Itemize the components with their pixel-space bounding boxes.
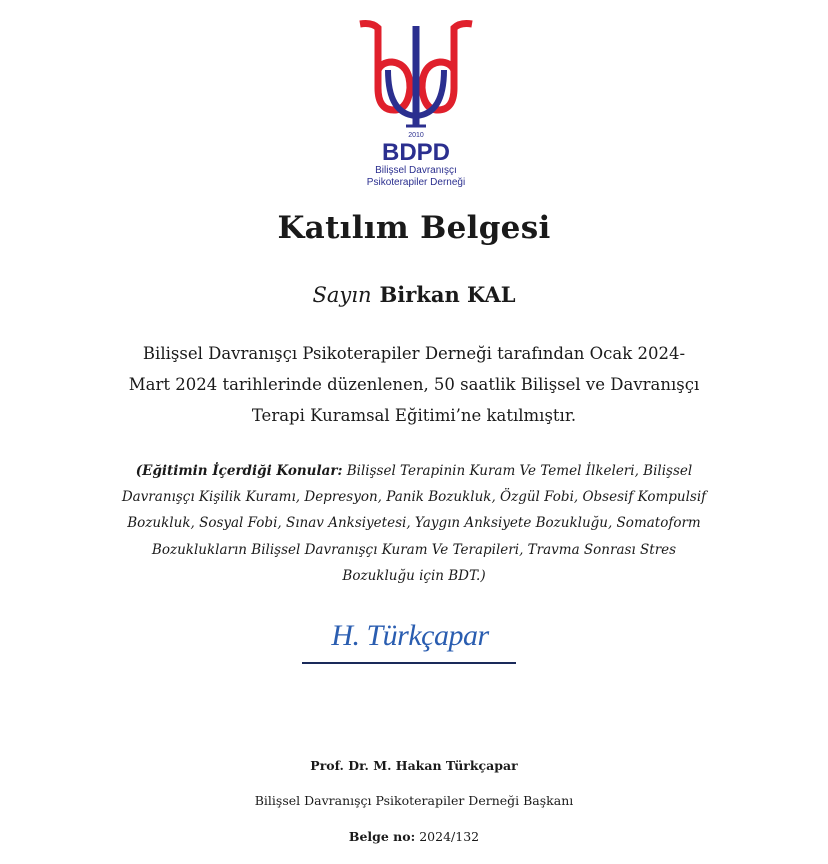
- topics-line: Davranışçı Kişilik Kuramı, Depresyon, Panik Bozukluk, Özgül Fobi, Obsesif Kompulsif: [121, 489, 707, 506]
- signature-text: H. Türkçapar: [331, 619, 489, 652]
- document-number-value: 2024/132: [419, 829, 480, 844]
- signer-name: Prof. Dr. M. Hakan Türkçapar: [310, 758, 518, 773]
- bdpd-logo: [352, 18, 480, 190]
- signature-line: [302, 662, 516, 664]
- topics-line: Bozukluk, Sosyal Fobi, Sınav Anksiyetesi, Yaygın Anksiyete Bozukluğu, Somatoform: [127, 515, 701, 532]
- logo-b-letter: [360, 24, 410, 111]
- recipient-name: Birkan KAL: [379, 282, 516, 307]
- topics-text: Bilişsel Terapinin Kuram Ve Temel İlkeleri, Bilişsel: [342, 463, 693, 479]
- signature: [290, 605, 530, 670]
- document-number-label: Belge no:: [348, 829, 416, 844]
- logo-line2: Psikoterapiler Derneği: [366, 177, 466, 188]
- topics-line: Bozukluğu için BDT.): [342, 567, 486, 584]
- logo-acronym: BDPD: [381, 139, 451, 166]
- topics-heading: (Eğitimin İçerdiği Konular:: [135, 463, 343, 479]
- certificate-title: Katılım Belgesi: [277, 210, 551, 246]
- signer-role: Bilişsel Davranışçı Psikoterapiler Derneği Başkanı: [254, 793, 574, 808]
- body-line: Bilişsel Davranışçı Psikoterapiler Derneği tarafından Ocak 2024-: [142, 344, 686, 363]
- logo-line1: Bilişsel Davranışçı: [375, 165, 457, 176]
- topics-line: Bozuklukların Bilişsel Davranışçı Kuram Ve Terapileri, Travma Sonrası Stres: [151, 541, 677, 558]
- logo-year: 2010: [408, 132, 424, 139]
- certificate-body: [0, 338, 828, 431]
- training-topics: [0, 458, 828, 589]
- logo-d-letter: [422, 24, 472, 111]
- body-line: Mart 2024 tarihlerinde düzenlenen, 50 saatlik Bilişsel ve Davranışçı: [128, 375, 700, 394]
- body-line: Terapi Kuramsal Eğitimi’ne katılmıştır.: [251, 406, 577, 425]
- greeting-prefix: Sayın: [312, 283, 372, 307]
- greeting: [0, 282, 828, 307]
- topics-line: [0, 458, 828, 484]
- document-number: [0, 829, 828, 844]
